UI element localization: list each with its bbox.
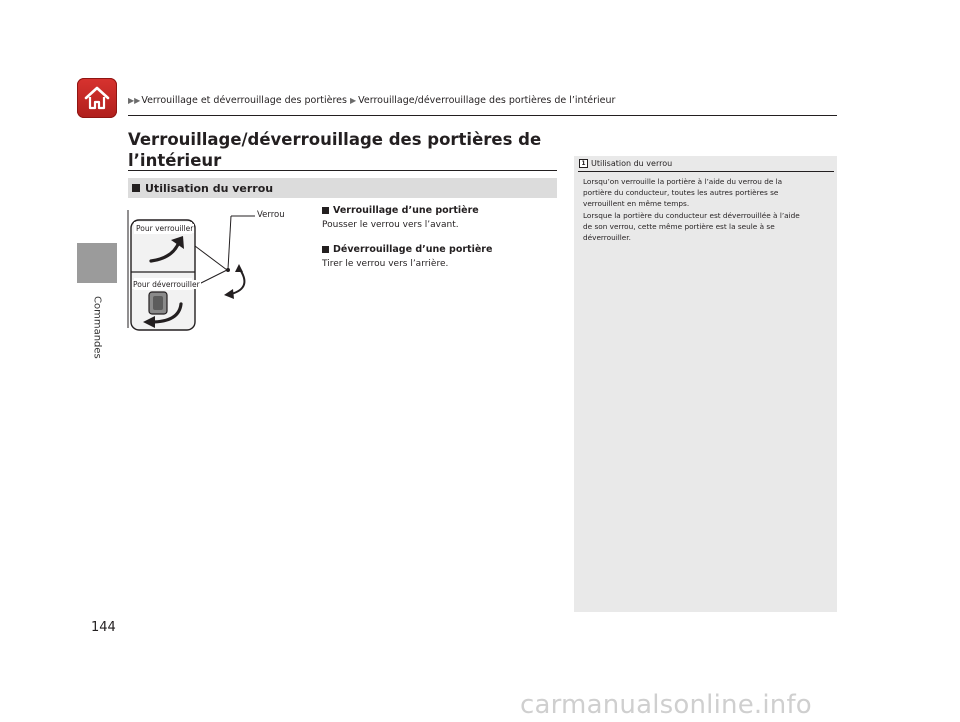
page-title: Verrouillage/déverrouillage des portières de l’intérieur [128,130,542,170]
unlock-instruction: Tirer le verrou vers l’arrière. [322,259,449,269]
breadcrumb-item-2[interactable]: Verrouillage/déverrouillage des portières de l’intérieur [358,95,616,106]
note-divider [578,171,834,172]
home-button[interactable] [77,78,117,118]
section-title: Utilisation du verrou [145,181,274,195]
unlock-direction-label: Pour déverrouiller [133,280,200,289]
chapter-tab[interactable] [77,243,117,283]
header-divider [128,115,837,116]
lock-instruction: Pousser le verrou vers l’avant. [322,220,459,230]
note-ref-icon: 1 [579,159,588,168]
breadcrumb [128,95,615,106]
bullet-square-icon [322,246,329,253]
lock-direction-label: Pour verrouiller [136,224,194,233]
section-header [128,178,557,198]
section-square-icon [132,184,140,192]
title-divider [128,170,557,171]
note-heading: 1 Utilisation du verrou [579,159,672,168]
bullet-square-icon [322,207,329,214]
page-number: 144 [91,620,116,635]
breadcrumb-arrow-icon: ▶ [349,96,357,105]
chapter-label: Commandes [91,296,103,359]
breadcrumb-arrow-icon: ▶▶ [128,96,141,105]
note-text: Lorsqu’on verrouille la portière à l’aide du verrou de la portière du conducteur, toutes les autres portières se verrouillent en même temps. Lorsque la portière du conducteur est déverrouillée à l’aide de son verrou, cette même portière est la seule à se déverrouiller. [583,177,800,243]
unlock-heading: Déverrouillage d’une portière [322,244,492,255]
home-icon [83,85,111,111]
watermark: carmanualsonline.info [520,690,812,720]
breadcrumb-item-1[interactable]: Verrouillage et déverrouillage des portières [141,95,347,106]
lock-callout-label: Verrou [257,210,285,220]
lock-heading: Verrouillage d’une portière [322,205,479,216]
